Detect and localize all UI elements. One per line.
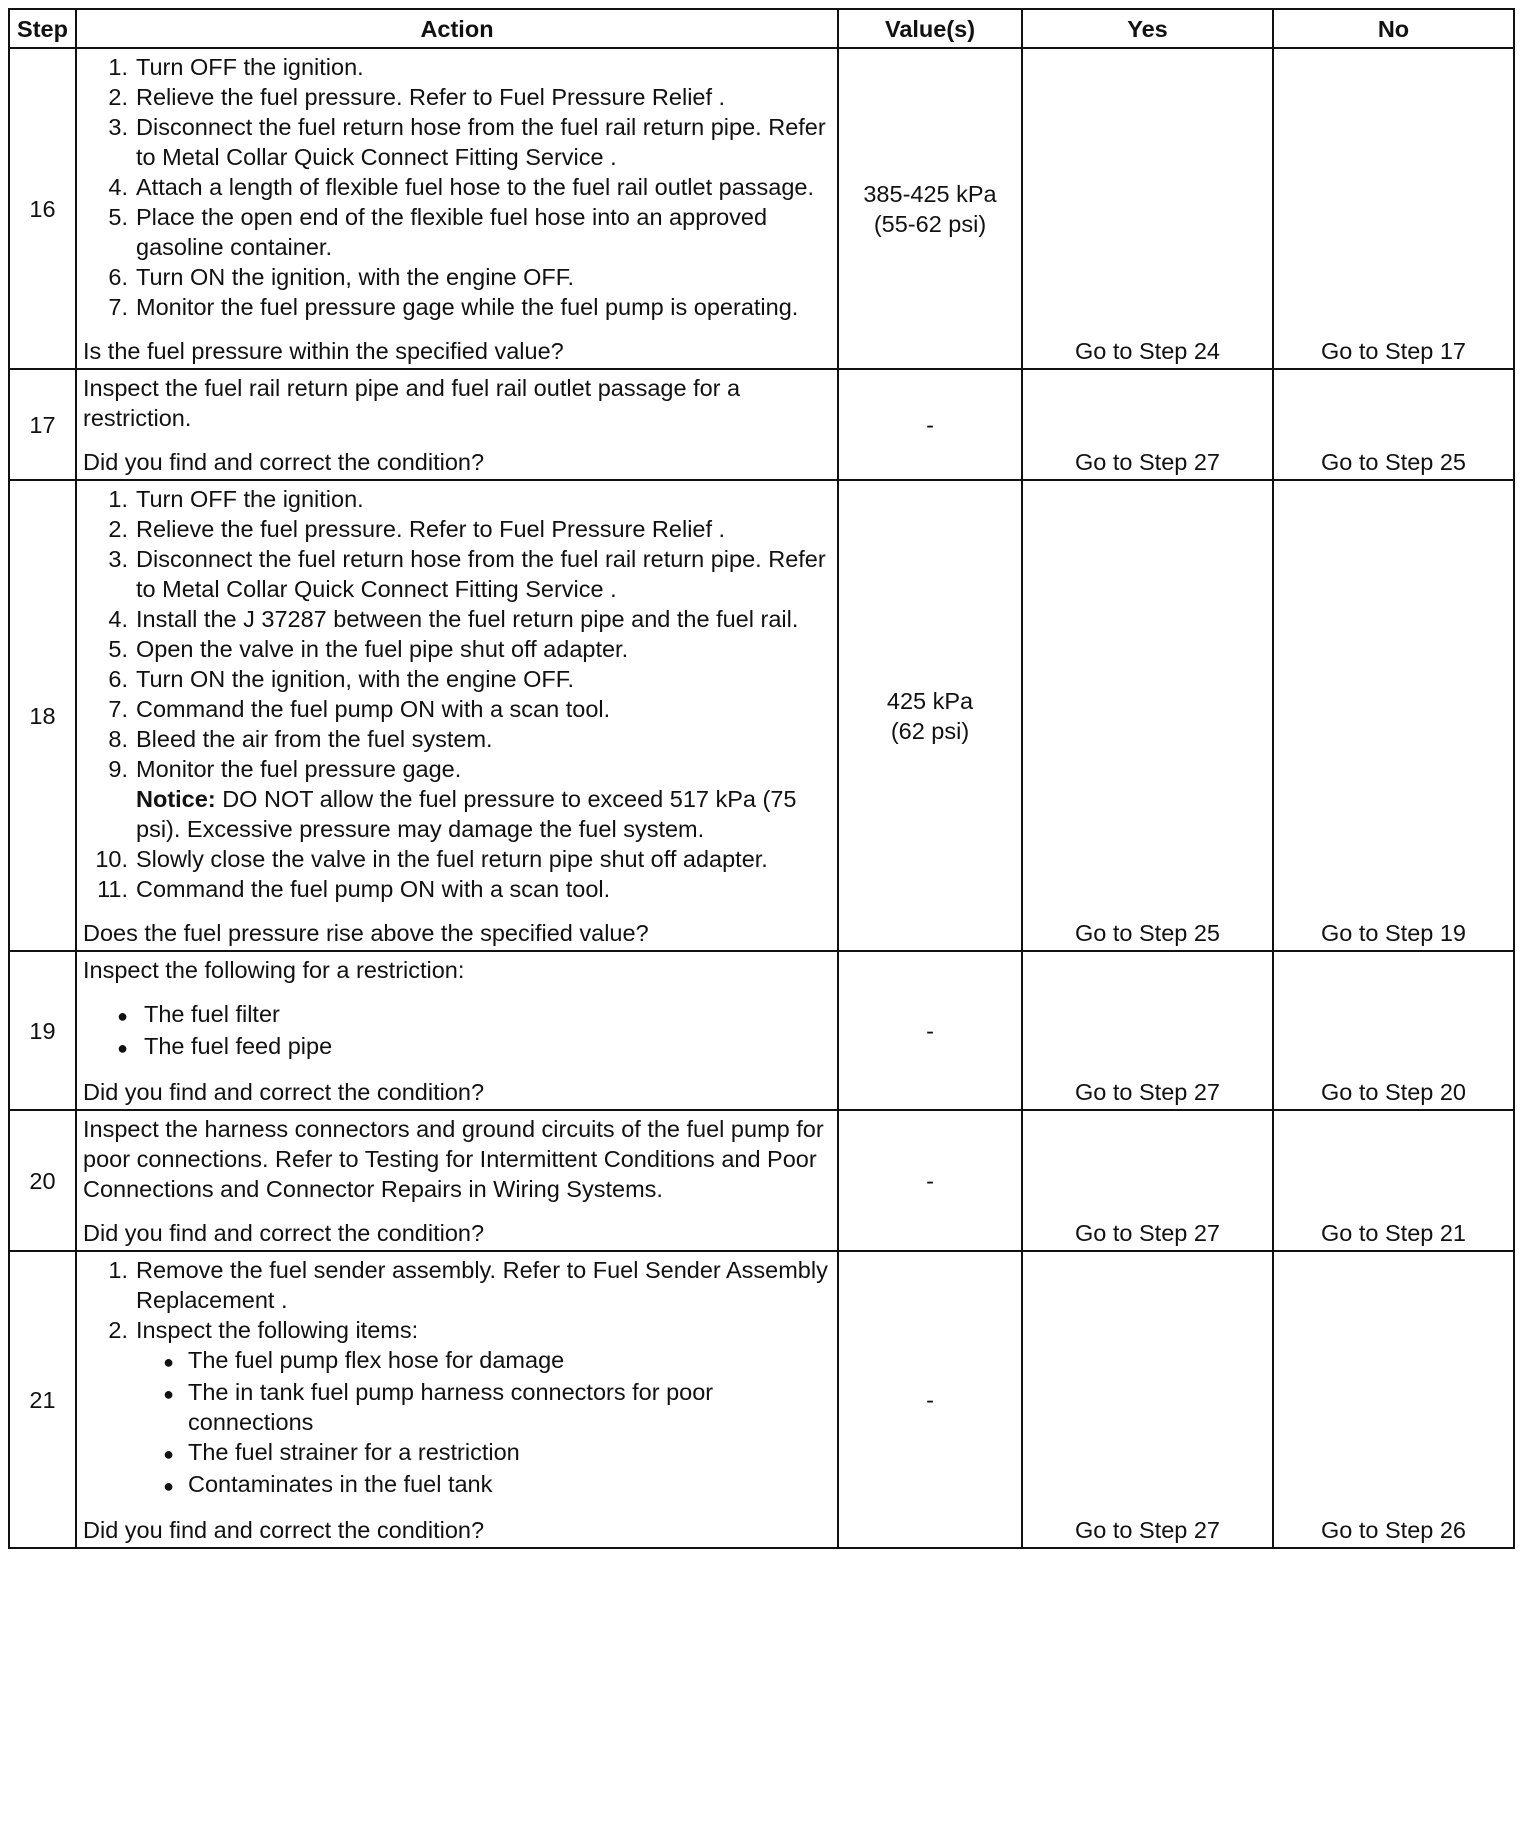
value-cell: - (838, 1251, 1022, 1548)
value-psi: (55-62 psi) (873, 210, 987, 237)
yes-cell: Go to Step 27 (1022, 369, 1273, 480)
question-text: Did you find and correct the condition? (83, 1079, 485, 1105)
instruction-text: Inspect the following for a restriction: (83, 957, 465, 983)
value-cell: - (838, 1110, 1022, 1251)
diagnostic-table (8, 8, 1515, 1549)
value-cell (838, 480, 1022, 951)
bullet-list (83, 999, 831, 1063)
header-yes: Yes (1022, 9, 1273, 48)
list-item: 5. Place the open end of the flexible fuel hose into an approved gasoline container. (108, 204, 768, 260)
list-item: 6. Turn ON the ignition, with the engine OFF. (108, 666, 575, 692)
header-row (9, 9, 1514, 48)
no-cell: Go to Step 20 (1273, 951, 1514, 1110)
header-action: Action (76, 9, 838, 48)
list-item: 2. Inspect the following items: ● The fuel pump flex hose for damage ● The in tank fuel pump harness connectors for poor connections ● The fuel strainer for a restriction ● Contaminates in the fuel tank (83, 1315, 831, 1501)
list-item: 7. Monitor the fuel pressure gage while the fuel pump is operating. (108, 294, 799, 320)
list-item: 4. Attach a length of flexible fuel hose to the fuel rail outlet passage. (108, 174, 815, 200)
header-step: Step (9, 9, 76, 48)
table-row (9, 951, 1514, 1110)
numbered-list (83, 1255, 831, 1501)
list-item: 5. Open the valve in the fuel pipe shut off adapter. (108, 636, 629, 662)
step-number: 16 (9, 48, 76, 369)
table-row (9, 1110, 1514, 1251)
numbered-list (83, 52, 831, 322)
no-cell: Go to Step 17 (1273, 48, 1514, 369)
bullet-icon (83, 1031, 128, 1063)
instruction-text: Inspect the fuel rail return pipe and fuel rail outlet passage for a restriction. (83, 375, 741, 431)
list-item: 2. Relieve the fuel pressure. Refer to Fuel Pressure Relief . (108, 84, 726, 110)
list-item: 3. Disconnect the fuel return hose from the fuel rail return pipe. Refer to Metal Collar Quick Connect Fitting Service . (108, 114, 826, 170)
notice-text: DO NOT allow the fuel pressure to exceed 517 kPa (75 psi). Excessive pressure may damage the fuel system. (136, 786, 797, 842)
value-psi: (62 psi) (890, 717, 970, 744)
action-cell (76, 369, 838, 480)
list-item: ● The fuel strainer for a restriction (136, 1437, 831, 1469)
yes-cell: Go to Step 27 (1022, 951, 1273, 1110)
step-number: 18 (9, 480, 76, 951)
no-cell: Go to Step 19 (1273, 480, 1514, 951)
list-item: ● The fuel filter (83, 999, 831, 1031)
step-number: 21 (9, 1251, 76, 1548)
no-cell: Go to Step 21 (1273, 1110, 1514, 1251)
value-kpa: 385-425 kPa (863, 180, 997, 207)
table-row (9, 1251, 1514, 1548)
list-item: 4. Install the J 37287 between the fuel return pipe and the fuel rail. (108, 606, 799, 632)
question-text: Is the fuel pressure within the specified value? (83, 338, 564, 364)
notice-label: Notice: (136, 786, 216, 812)
table-row (9, 48, 1514, 369)
value-cell: - (838, 951, 1022, 1110)
yes-cell: Go to Step 27 (1022, 1110, 1273, 1251)
diagnostic-page (8, 8, 1513, 1549)
step-number: 19 (9, 951, 76, 1110)
action-cell (76, 1251, 838, 1548)
list-item: 10. Slowly close the valve in the fuel return pipe shut off adapter. (95, 846, 768, 872)
list-item: ● Contaminates in the fuel tank (136, 1469, 831, 1501)
no-cell: Go to Step 25 (1273, 369, 1514, 480)
table-row (9, 480, 1514, 951)
action-cell (76, 951, 838, 1110)
list-item: 7. Command the fuel pump ON with a scan tool. (108, 696, 611, 722)
action-cell (76, 480, 838, 951)
list-item: ● The fuel feed pipe (83, 1031, 831, 1063)
value-cell (838, 48, 1022, 369)
instruction-text: Inspect the harness connectors and ground circuits of the fuel pump for poor connections. Refer to Testing for Intermittent Conditions and Poor Connections and Connector Repairs in Wiring Systems. (83, 1116, 824, 1202)
list-item: 1. Turn OFF the ignition. (108, 54, 364, 80)
list-item: 9. Monitor the fuel pressure gage. Notice: DO NOT allow the fuel pressure to exceed 517 kPa (75 psi). Excessive pressure may damage the fuel system. (108, 756, 797, 842)
list-item: 8. Bleed the air from the fuel system. (108, 726, 493, 752)
bullet-icon (148, 1345, 174, 1377)
no-cell: Go to Step 26 (1273, 1251, 1514, 1548)
sub-bullet-list (136, 1345, 831, 1501)
list-item: 1. Remove the fuel sender assembly. Refer to Fuel Sender Assembly Replacement . (108, 1257, 828, 1313)
list-item: ● The fuel pump flex hose for damage (136, 1345, 831, 1377)
yes-cell: Go to Step 25 (1022, 480, 1273, 951)
list-item: 6. Turn ON the ignition, with the engine OFF. (108, 264, 575, 290)
question-text: Did you find and correct the condition? (83, 1517, 485, 1543)
bullet-icon (83, 999, 128, 1031)
question-text: Did you find and correct the condition? (83, 1220, 485, 1246)
value-kpa: 425 kPa (886, 687, 974, 714)
yes-cell: Go to Step 24 (1022, 48, 1273, 369)
yes-cell: Go to Step 27 (1022, 1251, 1273, 1548)
list-item: 1. Turn OFF the ignition. (108, 486, 364, 512)
question-text: Does the fuel pressure rise above the specified value? (83, 920, 649, 946)
list-item: 11. Command the fuel pump ON with a scan tool. (97, 876, 611, 902)
bullet-icon (148, 1377, 174, 1437)
bullet-icon (148, 1437, 174, 1469)
action-cell (76, 48, 838, 369)
table-row (9, 369, 1514, 480)
bullet-icon (148, 1469, 174, 1501)
list-item: 3. Disconnect the fuel return hose from the fuel rail return pipe. Refer to Metal Collar Quick Connect Fitting Service . (108, 546, 826, 602)
action-cell (76, 1110, 838, 1251)
header-no: No (1273, 9, 1514, 48)
header-values: Value(s) (838, 9, 1022, 48)
value-cell: - (838, 369, 1022, 480)
list-item: ● The in tank fuel pump harness connectors for poor connections (136, 1377, 831, 1437)
question-text: Did you find and correct the condition? (83, 449, 485, 475)
step-number: 20 (9, 1110, 76, 1251)
step-number: 17 (9, 369, 76, 480)
numbered-list (83, 484, 831, 904)
list-item: 2. Relieve the fuel pressure. Refer to Fuel Pressure Relief . (108, 516, 726, 542)
